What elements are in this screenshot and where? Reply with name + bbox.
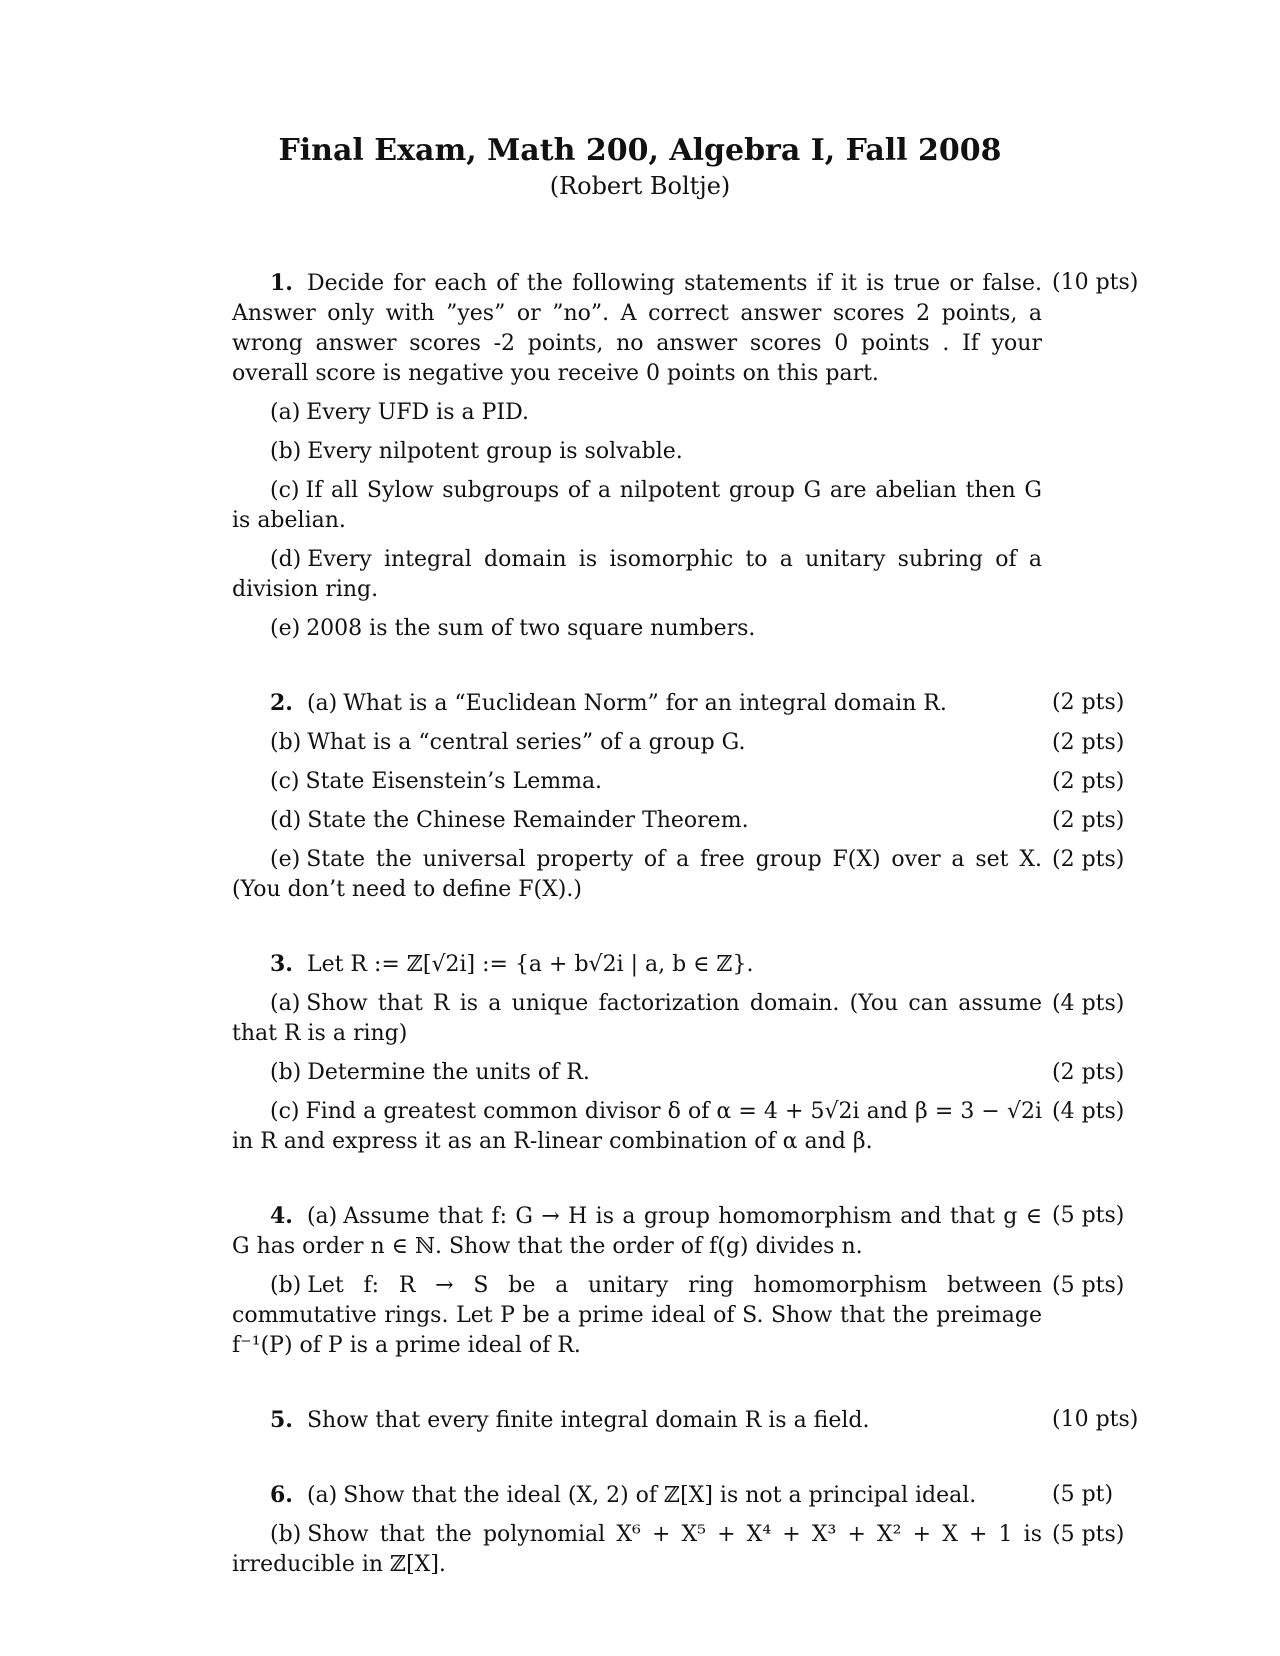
part-label: (b) [270,1273,302,1298]
part-text: Show that the ideal (X, 2) of ℤ[X] is not a principal ideal. [343,1483,977,1508]
part-label: (d) [270,547,302,572]
part-text: Assume that f: G → H is a group homomorphism and that g ∈ G has order n ∈ ℕ. Show that the order of f(g) divides n. [232,1204,1042,1259]
part-label: (a) [270,991,301,1016]
part-text: Show that the polynomial X⁶ + X⁵ + X⁴ + X³ + X² + X + 1 is irreducible in ℤ[X]. [232,1522,1042,1577]
problem-2-part-a [232,688,1125,719]
problem-2-part-e [232,845,1125,905]
part-points: (2 pts) [1052,769,1125,794]
problem-number: 2. [270,690,293,716]
problem-number: 5. [270,1407,293,1433]
part-points: (5 pts) [1052,1522,1125,1547]
part-points: (5 pt) [1052,1482,1114,1507]
problem-3 [232,949,1125,1157]
part-label: (c) [270,769,300,794]
part-text: If all Sylow subgroups of a nilpotent group G are abelian then G is abelian. [232,478,1042,533]
part-points: (5 pts) [1052,1273,1125,1298]
problem-1-points: (10 pts) [1052,270,1139,295]
part-text: Every nilpotent group is solvable. [307,439,683,464]
part-points: (2 pts) [1052,1060,1125,1085]
title-block [0,132,1280,200]
problem-3-intro: Let R := ℤ[√2i] := {a + b√2i | a, b ∈ ℤ}. [306,952,754,977]
problem-1-part-d [232,545,1052,605]
part-text: State Eisenstein’s Lemma. [305,769,603,794]
part-text: Show that R is a unique factorization domain. (You can assume that R is a ring) [232,991,1042,1046]
problem-5-text: Show that every finite integral domain R is a field. [306,1408,870,1433]
problem-5-row [232,1405,1139,1436]
problem-4-part-b [232,1271,1125,1361]
problem-1-part-e [232,614,1052,644]
part-text: 2008 is the sum of two square numbers. [306,616,756,641]
problem-2 [232,688,1125,905]
part-text: Every UFD is a PID. [306,400,529,425]
part-text: What is a “Euclidean Norm” for an integral domain R. [343,691,947,716]
problem-2-part-c [232,767,1125,797]
problem-3-part-b [232,1058,1125,1088]
part-points: (4 pts) [1052,1099,1125,1124]
part-label: (c) [270,1099,300,1124]
part-label: (a) [306,1483,338,1508]
exam-title: Final Exam, Math 200, Algebra I, Fall 2008 [278,133,1002,168]
problem-2-part-b [232,728,1125,758]
problem-number: 4. [270,1203,293,1229]
problem-1-part-c [232,476,1052,536]
part-label: (b) [270,439,302,464]
part-text: Find a greatest common divisor δ of α = 4 + 5√2i and β = 3 − √2i in R and express it as an R-linear combination of α and β. [232,1099,1042,1154]
part-points: (2 pts) [1052,690,1125,715]
problem-6-part-a [232,1480,1114,1511]
exam-author: (Robert Boltje) [549,171,731,200]
part-points: (2 pts) [1052,808,1125,833]
problem-1 [232,268,1139,644]
part-points: (4 pts) [1052,991,1125,1016]
problem-5-points: (10 pts) [1052,1407,1139,1432]
problem-2-part-d [232,806,1125,836]
problem-number: 3. [270,951,293,977]
problem-1-part-a [232,398,1052,428]
part-points: (5 pts) [1052,1203,1125,1228]
part-label: (e) [270,847,301,872]
problem-3-intro-row [232,949,1052,980]
problem-1-part-b [232,437,1052,467]
problem-3-part-a [232,989,1125,1049]
part-label: (a) [270,400,301,425]
part-label: (b) [270,1522,302,1547]
part-text: What is a “central series” of a group G. [307,730,746,755]
part-label: (a) [306,691,338,716]
problem-number: 6. [270,1482,293,1508]
problem-4-part-a [232,1201,1125,1262]
part-label: (d) [270,808,302,833]
problem-4 [232,1201,1125,1361]
part-label: (b) [270,1060,302,1085]
problem-1-intro-row [232,268,1139,389]
part-label: (b) [270,730,302,755]
part-label: (a) [306,1204,338,1229]
exam-body [232,268,1139,1624]
problem-5 [232,1405,1139,1436]
problem-3-part-c [232,1097,1125,1157]
problem-6 [232,1480,1125,1580]
problem-1-intro: Decide for each of the following statements if it is true or false. Answer only with ”yes” or ”no”. A correct answer scores 2 points, a wrong answer scores -2 points, no answer scores 0 points . If your overall score is negative you receive 0 points on this part. [232,271,1042,386]
part-text: Every integral domain is isomorphic to a unitary subring of a division ring. [232,547,1042,602]
problem-6-part-b [232,1520,1125,1580]
part-text: State the Chinese Remainder Theorem. [307,808,749,833]
part-points: (2 pts) [1052,730,1125,755]
part-text: Determine the units of R. [307,1060,590,1085]
problem-number: 1. [270,270,293,296]
part-text: Let f: R → S be a unitary ring homomorphism between commutative rings. Let P be a prime ideal of S. Show that the preimage f⁻¹(P) of P is a prime ideal of R. [232,1273,1042,1358]
part-label: (e) [270,616,301,641]
part-text: State the universal property of a free group F(X) over a set X. (You don’t need to define F(X).) [232,847,1042,902]
part-points: (2 pts) [1052,847,1125,872]
part-label: (c) [270,478,300,503]
